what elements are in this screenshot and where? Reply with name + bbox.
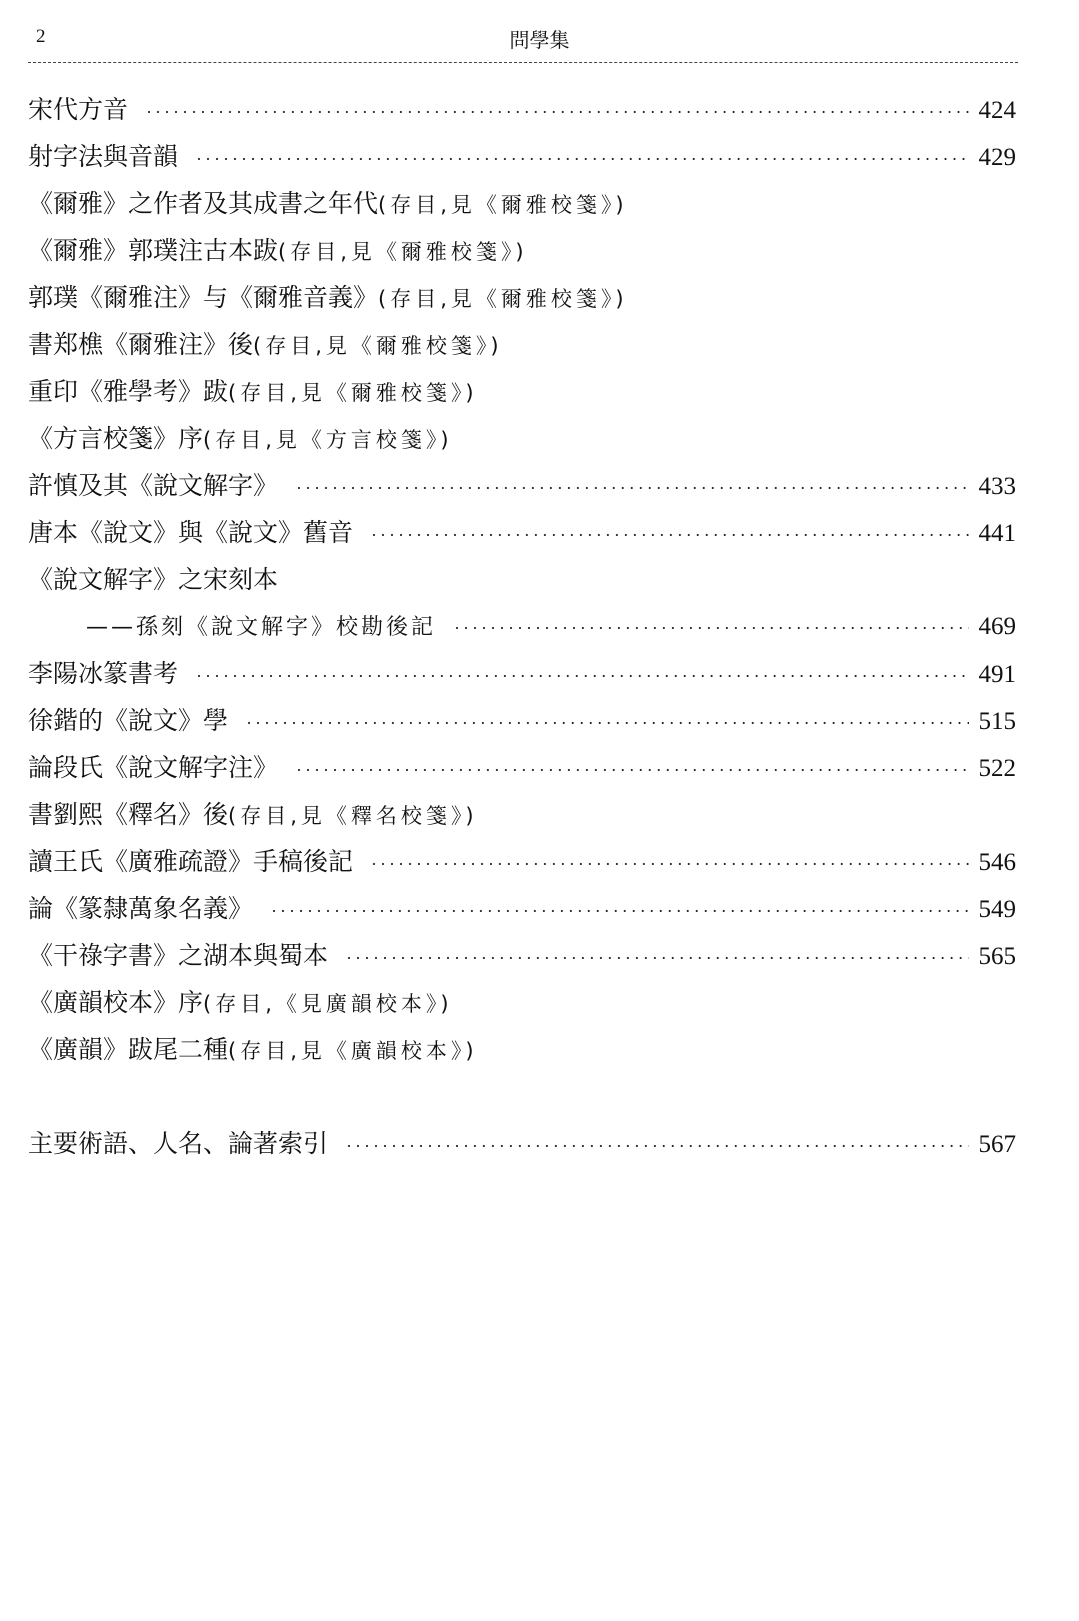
dot-leader (296, 747, 968, 794)
toc-entry[interactable] (28, 86, 1016, 133)
entry-title: 論段氏《說文解字注》 (28, 753, 279, 782)
entry-title: ——孫刻《說文解字》校勘後記 (86, 615, 437, 640)
entry-page-number: 549 (978, 896, 1016, 923)
running-title: 問學集 (509, 28, 570, 52)
dot-leader (346, 1123, 968, 1170)
entry-title: 《方言校箋》序 (28, 424, 204, 453)
entry-title: 《廣韻校本》序 (28, 988, 204, 1017)
toc-entry[interactable] (28, 744, 1016, 791)
entry-note: (存目,見《爾雅校箋》) (228, 381, 478, 405)
entry-page-number: 546 (978, 849, 1016, 876)
toc-entry[interactable] (28, 462, 1016, 509)
entry-title: 論《篆隸萬象名義》 (28, 894, 254, 923)
header-divider (28, 62, 1018, 63)
entry-title: 宋代方音 (28, 95, 129, 124)
toc-entry[interactable] (28, 321, 1016, 368)
dot-leader (196, 136, 968, 183)
entry-page-number: 433 (978, 473, 1016, 500)
toc-entry[interactable] (28, 697, 1016, 744)
entry-note: (存目,見《釋名校箋》) (228, 804, 478, 828)
entry-page-number: 565 (978, 943, 1016, 970)
section-spacer (28, 1073, 1016, 1120)
toc-entry[interactable] (28, 603, 1016, 650)
entry-page-number: 522 (978, 755, 1016, 782)
dot-leader (246, 700, 968, 747)
entry-title: 徐鍇的《說文》學 (28, 706, 229, 735)
entry-title: 《干祿字書》之湖本與蜀本 (28, 941, 329, 970)
toc-entry[interactable] (28, 1120, 1016, 1167)
entry-title: 《爾雅》之作者及其成書之年代 (28, 189, 379, 218)
entry-title: 李陽冰篆書考 (28, 659, 179, 688)
entry-note: (存目,見《廣韻校本》) (228, 1039, 478, 1063)
entry-note: (存目,見《爾雅校箋》) (253, 334, 503, 358)
entry-title: 射字法與音韻 (28, 142, 179, 171)
toc-entry[interactable] (28, 838, 1016, 885)
dot-leader (146, 89, 968, 136)
toc-entry[interactable] (28, 556, 1016, 603)
entry-page-number: 469 (978, 613, 1016, 640)
entry-note: (存目,見《爾雅校箋》) (378, 193, 628, 217)
dot-leader (196, 653, 968, 700)
toc-entry[interactable] (28, 509, 1016, 556)
page-number: 2 (36, 26, 46, 47)
dot-leader (371, 512, 968, 559)
entry-title: 書郑樵《爾雅注》後 (28, 330, 254, 359)
entry-page-number: 567 (978, 1131, 1016, 1158)
toc-entry[interactable] (28, 227, 1016, 274)
entry-title: 主要術語、人名、論著索引 (28, 1129, 329, 1158)
entry-page-number: 424 (978, 97, 1016, 124)
toc-entry[interactable] (28, 180, 1016, 227)
toc-entry[interactable] (28, 791, 1016, 838)
toc-entry[interactable] (28, 885, 1016, 932)
dot-leader (454, 605, 968, 652)
entry-title: 許慎及其《說文解字》 (28, 471, 279, 500)
toc-entry[interactable] (28, 368, 1016, 415)
toc-entry[interactable] (28, 133, 1016, 180)
dot-leader (371, 841, 968, 888)
dot-leader (346, 935, 968, 982)
entry-title: 唐本《說文》與《說文》舊音 (28, 518, 354, 547)
toc-entry[interactable] (28, 979, 1016, 1026)
entry-note: (存目,見《方言校箋》) (203, 428, 453, 452)
entry-title: 《廣韻》跋尾二種 (28, 1035, 229, 1064)
entry-page-number: 515 (978, 708, 1016, 735)
entry-page-number: 491 (978, 661, 1016, 688)
toc-entry[interactable] (28, 650, 1016, 697)
entry-title: 讀王氏《廣雅疏證》手稿後記 (28, 847, 354, 876)
entry-note: (存目,見《爾雅校箋》) (378, 287, 628, 311)
entry-title: 《爾雅》郭璞注古本跋 (28, 236, 279, 265)
entry-page-number: 429 (978, 144, 1016, 171)
entry-title: 重印《雅學考》跋 (28, 377, 229, 406)
toc-entry[interactable] (28, 932, 1016, 979)
toc-entry[interactable] (28, 415, 1016, 462)
entry-note: (存目,見《爾雅校箋》) (278, 240, 528, 264)
entry-title: 書劉熙《釋名》後 (28, 800, 229, 829)
entry-title: 《說文解字》之宋刻本 (28, 565, 279, 594)
table-of-contents (28, 86, 1016, 1167)
toc-entry[interactable] (28, 274, 1016, 321)
dot-leader (296, 465, 968, 512)
entry-note: (存目,《見廣韻校本》) (203, 992, 453, 1016)
toc-entry[interactable] (28, 1026, 1016, 1073)
dot-leader (271, 888, 968, 935)
entry-title: 郭璞《爾雅注》与《爾雅音義》 (28, 283, 379, 312)
entry-page-number: 441 (978, 520, 1016, 547)
